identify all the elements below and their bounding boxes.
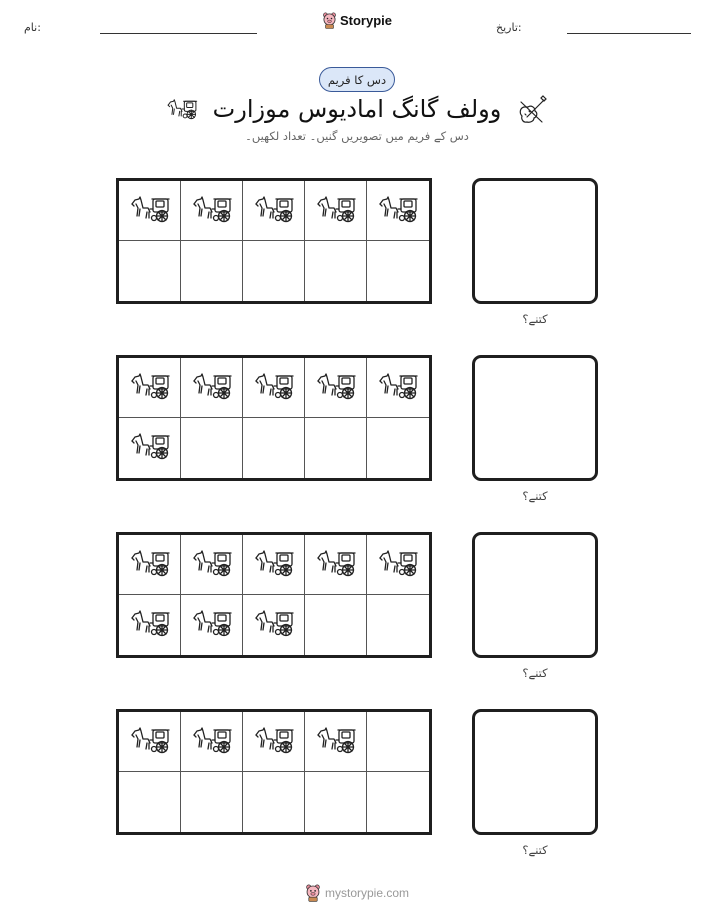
frame-cell <box>243 712 305 772</box>
horse-carriage-icon <box>128 608 172 642</box>
ten-frame-3 <box>116 532 432 658</box>
frame-cell <box>367 241 429 301</box>
frame-cell <box>119 712 181 772</box>
date-label: تاریخ: <box>496 21 522 34</box>
how-many-label-1: کتنے؟ <box>522 312 548 326</box>
horse-carriage-icon <box>376 371 420 405</box>
answer-box-3[interactable] <box>472 532 598 658</box>
instructions: دس کے فریم میں تصویریں گنیں۔ تعداد لکھیں۔ <box>245 129 469 143</box>
frame-cell <box>181 418 243 478</box>
frame-cell <box>305 181 367 241</box>
frame-cell <box>243 358 305 418</box>
frame-cell <box>119 181 181 241</box>
pig-mascot-icon <box>305 884 321 902</box>
brand-name: Storypie <box>339 13 392 28</box>
horse-carriage-icon <box>190 725 234 759</box>
how-many-label-4: کتنے؟ <box>522 843 548 857</box>
horse-carriage-icon <box>190 371 234 405</box>
ten-frame-1 <box>116 178 432 304</box>
answer-box-1[interactable] <box>472 178 598 304</box>
horse-carriage-icon <box>165 96 199 122</box>
frame-cell <box>243 535 305 595</box>
horse-carriage-icon <box>376 194 420 228</box>
frame-cell <box>181 535 243 595</box>
frame-cell <box>367 535 429 595</box>
horse-carriage-icon <box>376 548 420 582</box>
horse-carriage-icon <box>252 548 296 582</box>
frame-cell <box>305 358 367 418</box>
frame-cell <box>119 595 181 655</box>
answer-box-4[interactable] <box>472 709 598 835</box>
frame-cell <box>367 712 429 772</box>
frame-cell <box>367 772 429 832</box>
frame-cell <box>243 241 305 301</box>
answer-box-2[interactable] <box>472 355 598 481</box>
frame-cell <box>119 241 181 301</box>
frame-cell <box>181 712 243 772</box>
frame-cell <box>305 535 367 595</box>
name-line <box>100 33 257 34</box>
how-many-label-2: کتنے؟ <box>522 489 548 503</box>
frame-cell <box>305 241 367 301</box>
how-many-label-3: کتنے؟ <box>522 666 548 680</box>
horse-carriage-icon <box>128 431 172 465</box>
frame-cell <box>305 712 367 772</box>
frame-cell <box>243 181 305 241</box>
horse-carriage-icon <box>190 608 234 642</box>
horse-carriage-icon <box>128 371 172 405</box>
horse-carriage-icon <box>252 725 296 759</box>
frame-cell <box>181 181 243 241</box>
frame-cell <box>119 772 181 832</box>
horse-carriage-icon <box>252 608 296 642</box>
frame-cell <box>305 772 367 832</box>
frame-cell <box>367 358 429 418</box>
frame-cell <box>305 418 367 478</box>
horse-carriage-icon <box>314 194 358 228</box>
frame-cell <box>243 418 305 478</box>
frame-cell <box>119 358 181 418</box>
horse-carriage-icon <box>314 548 358 582</box>
frame-cell <box>243 595 305 655</box>
horse-carriage-icon <box>252 371 296 405</box>
footer <box>0 884 714 902</box>
footer-url: mystorypie.com <box>324 886 410 900</box>
horse-carriage-icon <box>314 725 358 759</box>
horse-carriage-icon <box>314 371 358 405</box>
horse-carriage-icon <box>128 548 172 582</box>
frame-cell <box>367 595 429 655</box>
title-row <box>0 90 714 128</box>
page-title: وولف گانگ امادیوس موزارت <box>212 95 502 123</box>
horse-carriage-icon <box>128 194 172 228</box>
date-line <box>567 33 691 34</box>
frame-cell <box>367 418 429 478</box>
frame-cell <box>119 535 181 595</box>
frame-cell <box>181 241 243 301</box>
frame-cell <box>243 772 305 832</box>
horse-carriage-icon <box>190 194 234 228</box>
pig-mascot-icon <box>322 12 337 29</box>
frame-cell <box>181 595 243 655</box>
ten-frame-4 <box>116 709 432 835</box>
frame-cell <box>119 418 181 478</box>
frame-cell <box>181 772 243 832</box>
worksheet-type-badge: دس کا فریم <box>319 67 395 92</box>
frame-cell <box>305 595 367 655</box>
horse-carriage-icon <box>128 725 172 759</box>
frame-cell <box>367 181 429 241</box>
violin-icon <box>515 92 549 126</box>
horse-carriage-icon <box>190 548 234 582</box>
name-label: نام: <box>24 21 41 34</box>
horse-carriage-icon <box>252 194 296 228</box>
ten-frame-2 <box>116 355 432 481</box>
brand-logo <box>0 12 714 29</box>
frame-cell <box>181 358 243 418</box>
